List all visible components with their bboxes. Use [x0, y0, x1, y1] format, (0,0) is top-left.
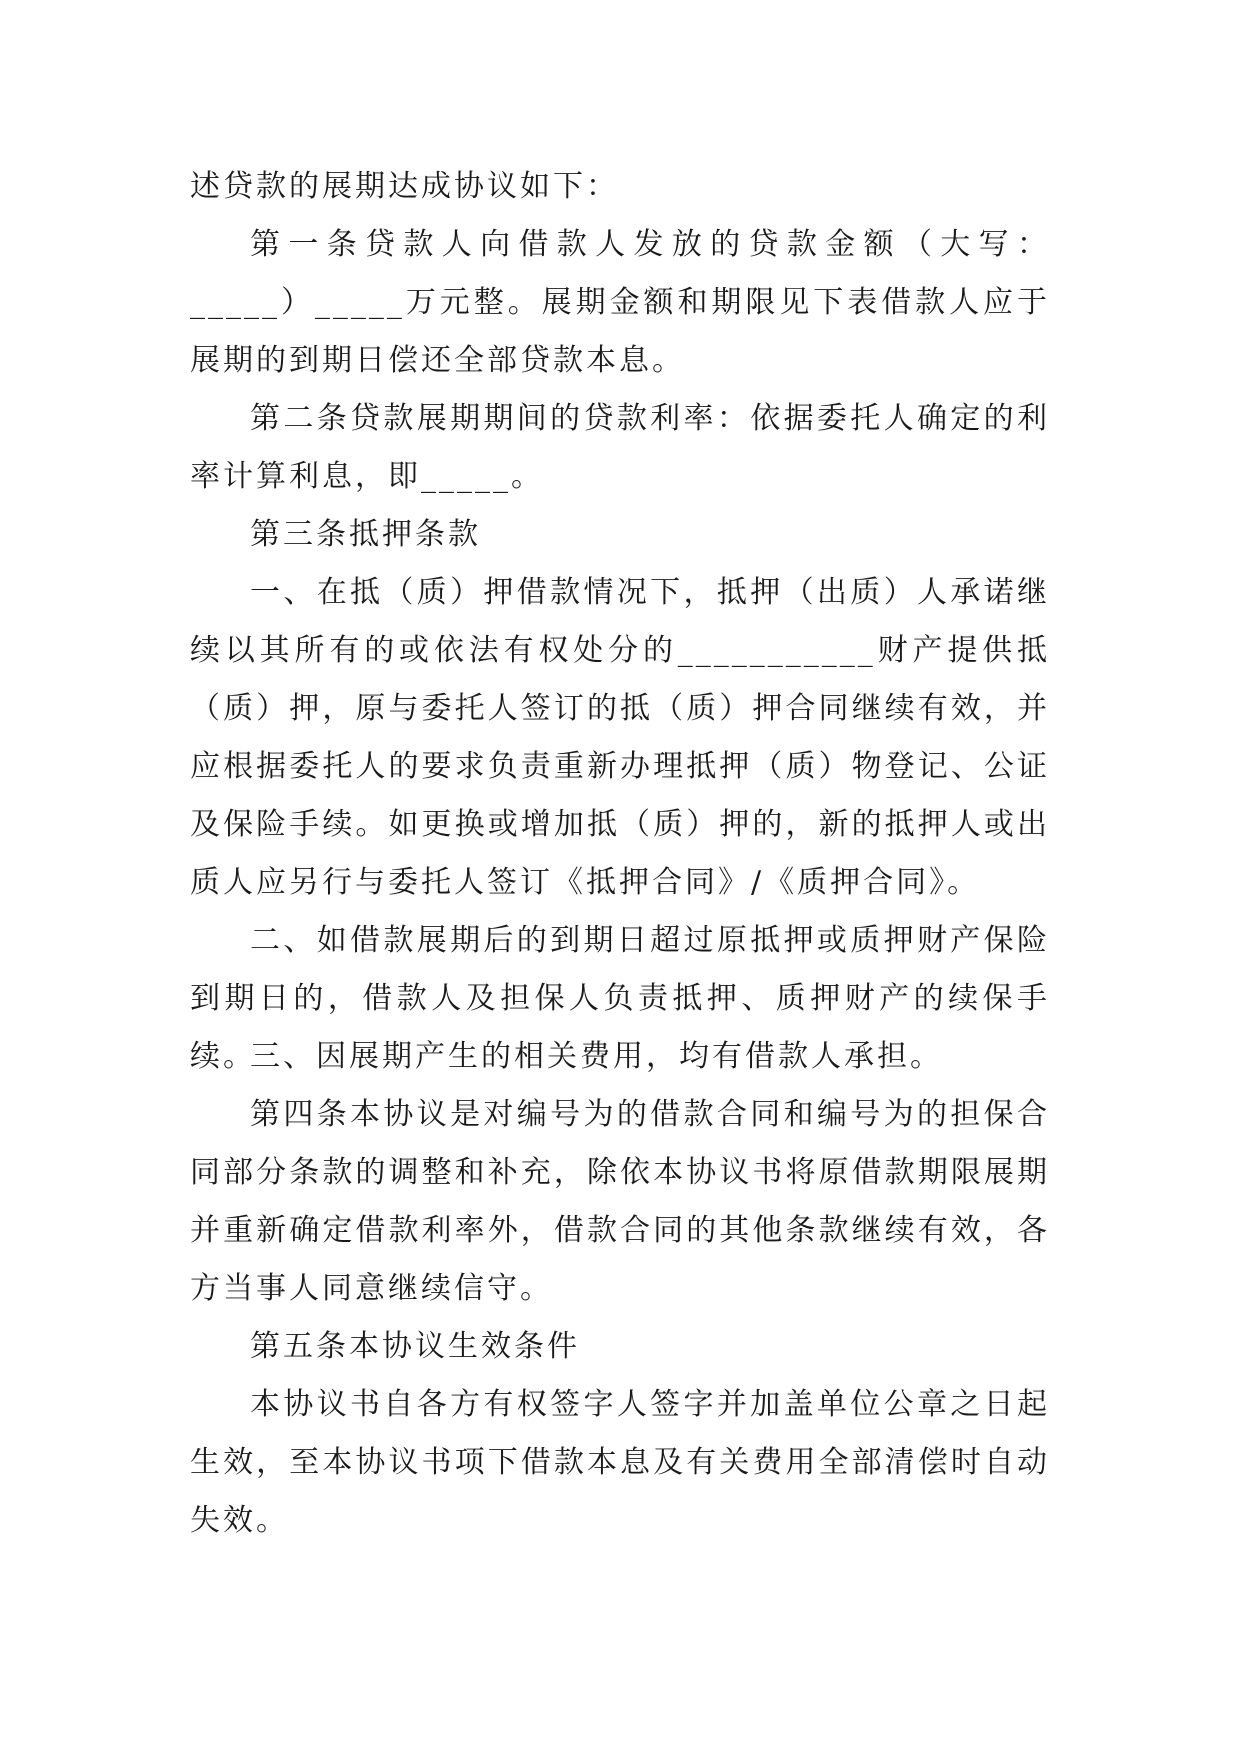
paragraph-article-2-interest-rate: 第二条贷款展期期间的贷款利率：依据委托人确定的利率计算利息，即_____。 [190, 401, 1050, 494]
heading-article-5-effective-conditions: 第五条本协议生效条件 [250, 1329, 580, 1364]
paragraph-mortgage-clause-3: 三、因展期产生的相关费用，均有借款人承担。 [250, 1039, 943, 1074]
paragraph-article-1-loan-amount: 第一条贷款人向借款人发放的贷款金额（大写：_____）_____万元整。展期金额和期限见下表借款人应于展期的到期日偿还全部贷款本息。 [190, 227, 1050, 378]
paragraph-continuation: 述贷款的展期达成协议如下： [190, 169, 619, 204]
paragraph-article-4: 第四条本协议是对编号为的借款合同和编号为的担保合同部分条款的调整和补充，除依本协议书将原借款期限展期并重新确定借款利率外，借款合同的其他条款继续有效，各方当事人同意继续信守。 [190, 1097, 1050, 1306]
paragraph-mortgage-clause-2: 二、如借款展期后的到期日超过原抵押或质押财产保险到期日的，借款人及担保人负责抵押、质押财产的续保手续。 [190, 923, 1050, 1074]
heading-article-3-mortgage: 第三条抵押条款 [250, 517, 481, 552]
paragraph-effective-conditions: 本协议书自各方有权签字人签字并加盖单位公章之日起生效，至本协议书项下借款本息及有关费用全部清偿时自动失效。 [190, 1387, 1050, 1538]
paragraph-mortgage-clause-1: 一、在抵（质）押借款情况下，抵押（出质）人承诺继续以其所有的或依法有权处分的___________财产提供抵（质）押，原与委托人签订的抵（质）押合同继续有效，并应根据委托人的要求负责重新办理抵押（质）物登记、公证及保险手续。如更换或增加抵（质）押的，新的抵押人或出质人应另行与委托人签订《抵押合同》/《质押合同》。 [190, 575, 1050, 900]
document-page [190, 0, 1050, 1754]
